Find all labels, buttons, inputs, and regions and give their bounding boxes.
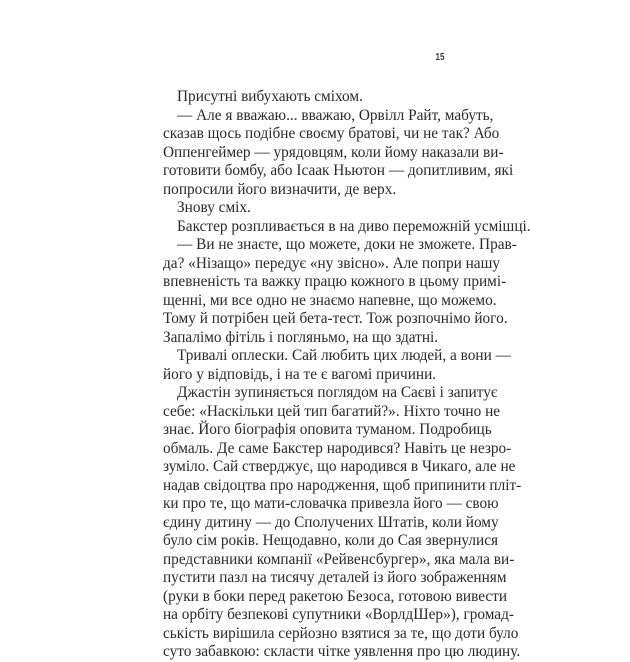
text-line: обмаль. Де саме Бакстер народився? Навіть це незро- (163, 439, 512, 457)
page-number: 15 (435, 52, 445, 63)
text-line: Присутні вибухають сміхом. (177, 88, 363, 105)
text-line: себе: «Наскільки цей тип багатий?». Ніхто точно не (163, 402, 501, 420)
text-line: надав свідоцтва про народження, щоб припинити пліт- (163, 476, 522, 494)
text-line: Тому й потрібен цей бета-тест. Тож розпочнімо його. (163, 310, 508, 327)
text-line: Тривалі оплески. Сай любить цих людей, а вони — (177, 347, 511, 364)
text-line: його у відповідь, і на те є вагомі причини. (163, 365, 437, 383)
text-line: Знову сміх. (177, 199, 251, 216)
text-line: на орбіту безпекові супутники «ВорлдШер»), громад- (163, 606, 514, 623)
text-line: ськість вирішила серйозно взятися за те, що доти було (163, 624, 519, 642)
text-line: готовити бомбу, або Ісаак Ньютон — допитливим, які (163, 162, 514, 179)
text-line: — Ви не знаєте, що можете, доки не зможете. Прав- (177, 236, 517, 253)
text-line: — Але я вважаю... вважаю, Орвілл Райт, мабуть, (177, 106, 494, 124)
text-line: Джастін зупиняється поглядом на Саєві і запитує (177, 384, 498, 401)
text-line: впевненість та важку працю кожного в цьому примі- (163, 273, 507, 290)
text-line: єдину дитину — до Сполучених Штатів, коли йому (163, 513, 499, 531)
text-line: (руки в боки перед ракетою Безоса, готовою вивести (163, 587, 508, 605)
text-line: сказав щось подібне своєму братові, чи не так? Або (163, 125, 500, 142)
text-line: попросили його визначити, де верх. (163, 180, 397, 198)
text-line: Запалімо фітіль і погляньмо, на що здатні. (163, 328, 439, 346)
text-line: було сім років. Нещодавно, коли до Сая звернулися (163, 532, 499, 549)
text-line: да? «Нізащо» передує «ну звісно». Але попри нашу (163, 254, 501, 272)
text-line: щенні, ми все одно не знаємо напевне, що можемо. (163, 291, 497, 309)
text-line: суто забавкою: скласти чітке уявлення про цю людину. (163, 643, 521, 660)
text-line: знає. Його біографія оповита туманом. Подробиць (163, 421, 492, 438)
text-line: представники компанії «Рейвенсбургер», яка мала ви- (163, 550, 515, 568)
text-line: Оппенгеймер — урядовцям, коли йому наказали ви- (163, 143, 504, 161)
text-line: пустити пазл на тисячу деталей із його зображенням (163, 569, 507, 586)
text-line: зуміло. Сай стверджує, що народився в Чикаго, але не (163, 458, 516, 475)
text-line: Бакстер розпливається в на диво переможній усмішці. (177, 217, 531, 235)
body-text (163, 88, 531, 662)
text-line: ки про те, що мати-словачка привезла його — свою (163, 495, 499, 512)
